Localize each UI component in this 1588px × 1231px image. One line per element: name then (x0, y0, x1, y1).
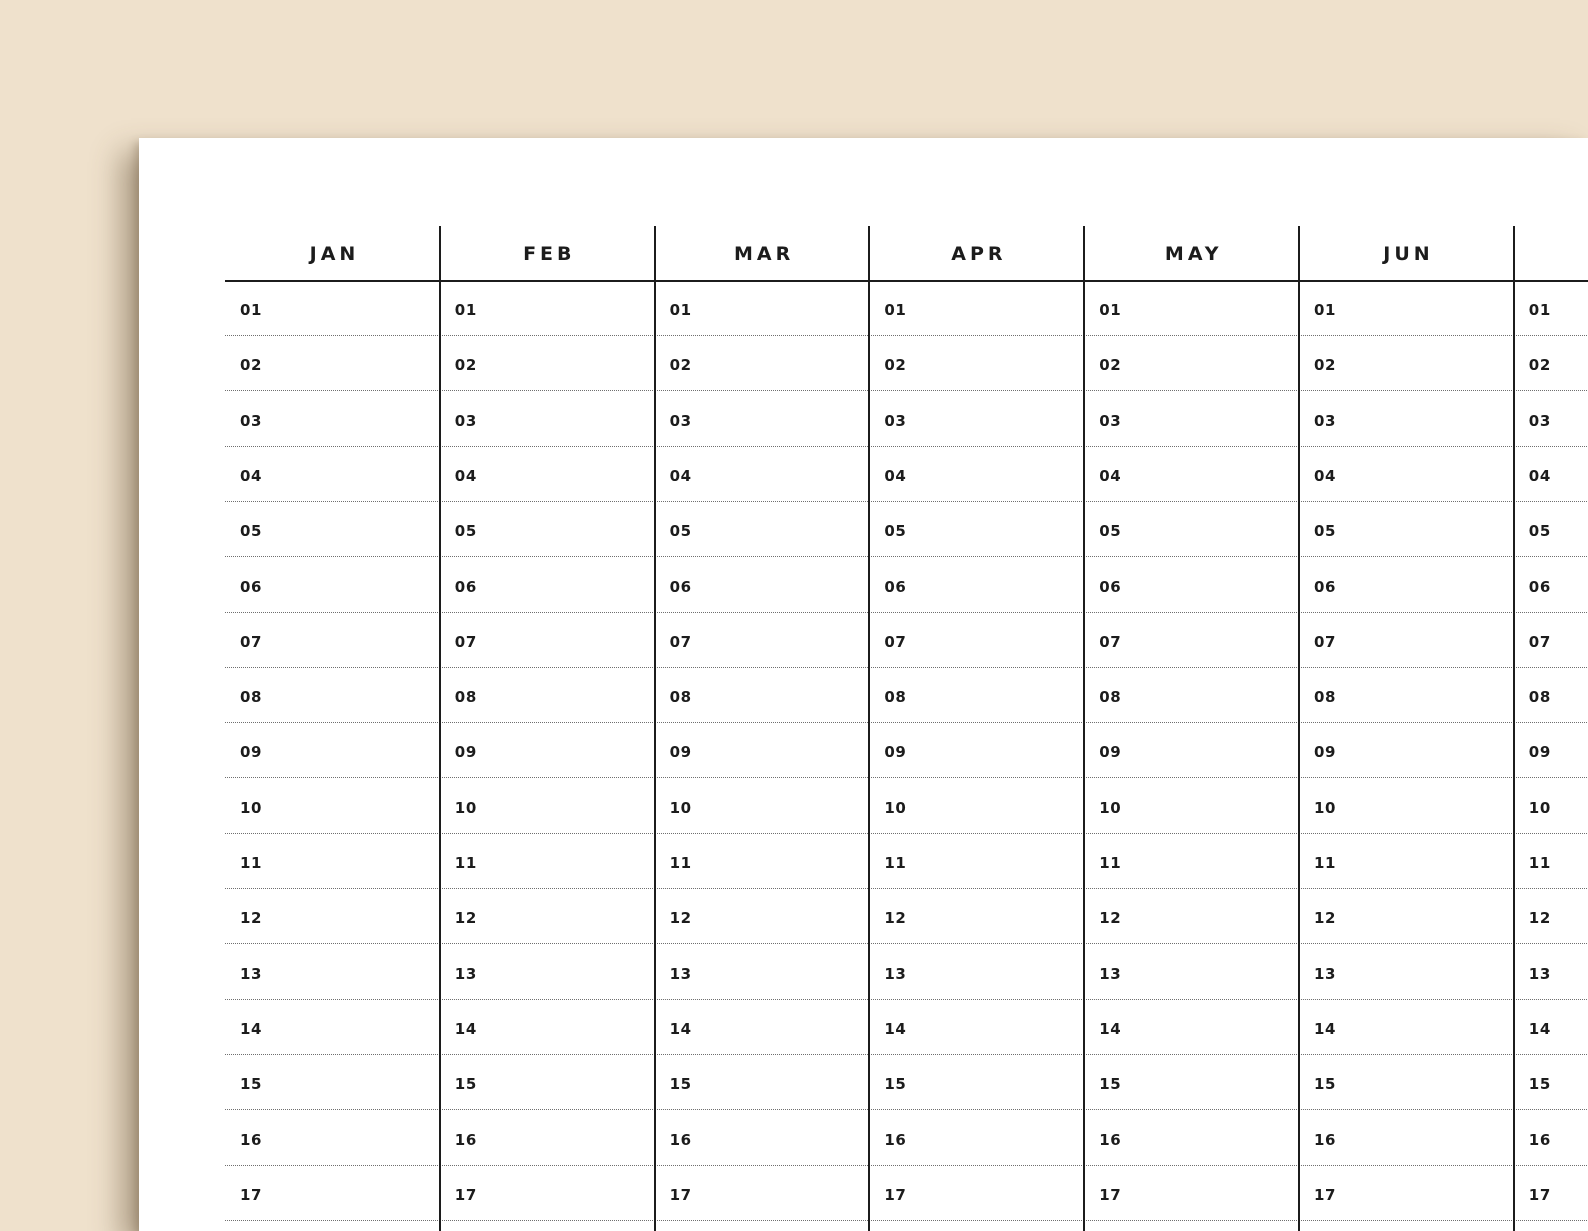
day-cell[interactable] (1299, 502, 1512, 557)
day-number: 10 (669, 798, 692, 817)
day-number: 12 (669, 909, 692, 928)
day-cell[interactable] (655, 723, 868, 778)
column-divider (1513, 226, 1515, 1231)
day-number: 04 (1099, 466, 1122, 485)
day-number: 13 (1314, 964, 1337, 983)
day-cell[interactable] (440, 889, 653, 944)
day-number: 05 (1528, 522, 1551, 541)
day-cell[interactable] (1299, 336, 1512, 391)
day-number: 08 (1314, 688, 1337, 707)
day-cell[interactable] (869, 502, 1082, 557)
day-number: 01 (1099, 301, 1122, 319)
day-number: 03 (454, 411, 477, 430)
day-cell[interactable] (869, 668, 1082, 723)
day-cell[interactable] (1084, 779, 1297, 834)
day-number: 11 (1099, 854, 1122, 872)
day-number: 05 (240, 522, 263, 541)
day-cell[interactable] (1299, 834, 1512, 889)
day-cell[interactable] (225, 889, 438, 944)
day-cell[interactable] (225, 945, 438, 1000)
day-number: 13 (1528, 964, 1551, 983)
day-cell[interactable] (655, 502, 868, 557)
day-cell[interactable] (440, 668, 653, 723)
day-number: 09 (884, 743, 907, 762)
day-cell[interactable] (869, 1111, 1082, 1166)
day-cell[interactable] (440, 1166, 653, 1221)
day-cell[interactable] (1514, 945, 1588, 1000)
day-cell[interactable] (655, 613, 868, 668)
day-cell[interactable] (1084, 392, 1297, 447)
day-number: 10 (240, 798, 263, 817)
day-cell[interactable] (869, 889, 1082, 944)
day-number: 07 (240, 632, 263, 651)
month-header: JUN (1383, 242, 1434, 265)
day-number: 02 (240, 356, 263, 375)
day-number: 04 (1314, 466, 1337, 485)
day-number: 09 (240, 743, 263, 762)
day-number: 02 (454, 356, 477, 375)
month-header: MAR (733, 242, 795, 265)
month-header: FEB (523, 242, 576, 265)
day-number: 11 (884, 854, 907, 872)
day-number: 05 (884, 522, 907, 541)
day-number: 09 (1528, 743, 1551, 762)
day-cell[interactable] (1514, 1055, 1588, 1110)
day-cell[interactable] (1084, 1111, 1297, 1166)
day-number: 11 (240, 854, 263, 872)
day-number: 04 (884, 466, 907, 485)
day-cell[interactable] (1514, 889, 1588, 944)
day-number: 02 (669, 356, 692, 375)
day-cell[interactable] (1084, 281, 1297, 336)
day-cell[interactable] (1084, 1166, 1297, 1221)
day-number: 14 (240, 1019, 263, 1038)
day-number: 16 (240, 1130, 263, 1149)
day-cell[interactable] (869, 1000, 1082, 1055)
column-divider (439, 226, 441, 1231)
day-cell[interactable] (869, 1055, 1082, 1110)
day-number: 01 (884, 301, 907, 319)
day-cell[interactable] (1514, 1000, 1588, 1055)
day-cell[interactable] (1084, 668, 1297, 723)
day-number: 03 (1099, 411, 1122, 430)
month-header: MAY (1164, 242, 1223, 265)
day-number: 15 (1528, 1075, 1551, 1094)
day-number: 09 (454, 743, 477, 762)
planner-sheet (139, 138, 1588, 1231)
day-cell[interactable] (1514, 723, 1588, 778)
day-cell[interactable] (1299, 779, 1512, 834)
day-cell[interactable] (655, 447, 868, 502)
day-cell[interactable] (1299, 889, 1512, 944)
month-header (1514, 226, 1588, 281)
day-cell[interactable] (1514, 1166, 1588, 1221)
day-number: 01 (454, 301, 477, 319)
day-cell[interactable] (440, 945, 653, 1000)
day-number: 17 (1099, 1185, 1122, 1204)
day-cell[interactable] (440, 834, 653, 889)
day-number: 06 (1314, 577, 1337, 596)
column-divider (1298, 226, 1300, 1231)
day-number: 13 (1099, 964, 1122, 983)
day-number: 12 (884, 909, 907, 928)
day-cell[interactable] (655, 281, 868, 336)
day-number: 15 (454, 1075, 477, 1094)
day-number: 11 (454, 854, 477, 872)
day-cell[interactable] (440, 336, 653, 391)
month-header: APR (951, 242, 1007, 265)
day-number: 03 (1314, 411, 1337, 430)
day-cell[interactable] (440, 779, 653, 834)
day-cell[interactable] (1084, 1000, 1297, 1055)
day-cell[interactable] (1299, 945, 1512, 1000)
day-number: 06 (1528, 577, 1551, 596)
day-number: 12 (454, 909, 477, 928)
day-cell[interactable] (225, 613, 438, 668)
day-number: 08 (1528, 688, 1551, 707)
day-cell[interactable] (1514, 779, 1588, 834)
day-number: 17 (1528, 1185, 1551, 1204)
day-number: 01 (1528, 301, 1551, 319)
day-number: 15 (1314, 1075, 1337, 1094)
day-number: 13 (454, 964, 477, 983)
day-number: 15 (240, 1075, 263, 1094)
day-cell[interactable] (869, 945, 1082, 1000)
day-cell[interactable] (1299, 1055, 1512, 1110)
day-number: 02 (1528, 356, 1551, 375)
day-cell[interactable] (225, 834, 438, 889)
day-cell[interactable] (1299, 1166, 1512, 1221)
day-number: 07 (884, 632, 907, 651)
day-number: 17 (884, 1185, 907, 1204)
day-cell[interactable] (655, 779, 868, 834)
day-cell[interactable] (1299, 1111, 1512, 1166)
day-cell[interactable] (440, 502, 653, 557)
day-number: 09 (1314, 743, 1337, 762)
day-cell[interactable] (1084, 502, 1297, 557)
day-number: 08 (454, 688, 477, 707)
day-cell[interactable] (869, 834, 1082, 889)
day-number: 04 (240, 466, 263, 485)
day-cell[interactable] (225, 336, 438, 391)
day-cell[interactable] (225, 779, 438, 834)
day-cell[interactable] (1299, 613, 1512, 668)
day-cell[interactable] (1514, 336, 1588, 391)
day-number: 07 (1314, 632, 1337, 651)
day-number: 06 (240, 577, 263, 596)
day-cell[interactable] (1084, 889, 1297, 944)
day-cell[interactable] (225, 723, 438, 778)
day-number: 01 (240, 301, 263, 319)
day-number: 14 (884, 1019, 907, 1038)
day-cell[interactable] (869, 723, 1082, 778)
day-number: 08 (240, 688, 263, 707)
day-cell[interactable] (1514, 502, 1588, 557)
day-number: 14 (1099, 1019, 1122, 1038)
day-number: 07 (454, 632, 477, 651)
day-cell[interactable] (869, 336, 1082, 391)
day-number: 12 (1099, 909, 1122, 928)
day-number: 05 (1099, 522, 1122, 541)
day-cell[interactable] (869, 558, 1082, 613)
day-cell[interactable] (869, 392, 1082, 447)
day-cell[interactable] (655, 834, 868, 889)
day-number: 13 (884, 964, 907, 983)
day-number: 05 (454, 522, 477, 541)
day-cell[interactable] (1084, 447, 1297, 502)
day-cell[interactable] (440, 558, 653, 613)
day-number: 08 (884, 688, 907, 707)
day-number: 04 (454, 466, 477, 485)
day-cell[interactable] (225, 281, 438, 336)
day-number: 01 (669, 301, 692, 319)
day-number: 13 (240, 964, 263, 983)
day-cell[interactable] (1299, 447, 1512, 502)
day-cell[interactable] (225, 1111, 438, 1166)
day-number: 03 (669, 411, 692, 430)
day-cell[interactable] (1299, 1000, 1512, 1055)
day-number: 07 (1099, 632, 1122, 651)
day-cell[interactable] (1514, 392, 1588, 447)
day-cell[interactable] (225, 502, 438, 557)
day-number: 12 (1314, 909, 1337, 928)
day-number: 12 (1528, 909, 1551, 928)
day-cell[interactable] (1084, 558, 1297, 613)
day-number: 11 (1528, 854, 1551, 872)
day-number: 14 (1314, 1019, 1337, 1038)
column-divider (1083, 226, 1085, 1231)
day-number: 10 (884, 798, 907, 817)
day-number: 14 (1528, 1019, 1551, 1038)
day-cell[interactable] (655, 1111, 868, 1166)
day-number: 17 (240, 1185, 263, 1204)
day-number: 02 (1314, 356, 1337, 375)
day-number: 06 (1099, 577, 1122, 596)
day-number: 16 (1099, 1130, 1122, 1149)
day-cell[interactable] (655, 336, 868, 391)
day-cell[interactable] (655, 668, 868, 723)
day-cell[interactable] (869, 447, 1082, 502)
day-cell[interactable] (440, 281, 653, 336)
day-cell[interactable] (1514, 613, 1588, 668)
day-cell[interactable] (1299, 668, 1512, 723)
day-cell[interactable] (440, 1055, 653, 1110)
day-cell[interactable] (1084, 945, 1297, 1000)
day-number: 03 (1528, 411, 1551, 430)
day-number: 04 (1528, 466, 1551, 485)
day-number: 11 (1314, 854, 1337, 872)
day-cell[interactable] (1084, 834, 1297, 889)
day-cell[interactable] (1299, 281, 1512, 336)
day-number: 10 (1314, 798, 1337, 817)
day-number: 17 (669, 1185, 692, 1204)
column-divider (868, 226, 870, 1231)
day-number: 10 (1099, 798, 1122, 817)
day-cell[interactable] (225, 1000, 438, 1055)
day-number: 01 (1314, 301, 1337, 319)
day-cell[interactable] (655, 889, 868, 944)
day-number: 14 (669, 1019, 692, 1038)
day-number: 06 (669, 577, 692, 596)
day-number: 14 (454, 1019, 477, 1038)
day-number: 05 (669, 522, 692, 541)
day-number: 16 (1314, 1130, 1337, 1149)
day-cell[interactable] (1084, 1055, 1297, 1110)
day-number: 02 (1099, 356, 1122, 375)
day-number: 08 (669, 688, 692, 707)
day-cell[interactable] (225, 447, 438, 502)
day-number: 11 (669, 854, 692, 872)
column-divider (654, 226, 656, 1231)
day-number: 06 (454, 577, 477, 596)
day-number: 09 (669, 743, 692, 762)
day-number: 13 (669, 964, 692, 983)
day-cell[interactable] (1514, 668, 1588, 723)
day-cell[interactable] (1514, 1111, 1588, 1166)
day-number: 06 (884, 577, 907, 596)
day-number: 10 (1528, 798, 1551, 817)
day-number: 10 (454, 798, 477, 817)
day-number: 15 (669, 1075, 692, 1094)
day-number: 16 (1528, 1130, 1551, 1149)
day-cell[interactable] (440, 723, 653, 778)
day-cell[interactable] (655, 558, 868, 613)
day-number: 03 (240, 411, 263, 430)
day-cell[interactable] (225, 1055, 438, 1110)
day-number: 17 (454, 1185, 477, 1204)
day-cell[interactable] (655, 392, 868, 447)
day-number: 05 (1314, 522, 1337, 541)
day-cell[interactable] (655, 1055, 868, 1110)
day-cell[interactable] (1299, 392, 1512, 447)
day-cell[interactable] (1514, 281, 1588, 336)
day-number: 17 (1314, 1185, 1337, 1204)
day-cell[interactable] (1084, 613, 1297, 668)
day-cell[interactable] (440, 1111, 653, 1166)
day-cell[interactable] (869, 779, 1082, 834)
day-number: 07 (1528, 632, 1551, 651)
day-cell[interactable] (225, 668, 438, 723)
day-number: 16 (669, 1130, 692, 1149)
day-number: 15 (1099, 1075, 1122, 1094)
day-number: 16 (884, 1130, 907, 1149)
day-number: 16 (454, 1130, 477, 1149)
day-cell[interactable] (1514, 834, 1588, 889)
day-cell[interactable] (225, 558, 438, 613)
day-number: 15 (884, 1075, 907, 1094)
day-number: 08 (1099, 688, 1122, 707)
day-cell[interactable] (1084, 336, 1297, 391)
day-cell[interactable] (869, 1166, 1082, 1221)
day-cell[interactable] (869, 613, 1082, 668)
day-number: 04 (669, 466, 692, 485)
day-cell[interactable] (655, 1000, 868, 1055)
day-number: 12 (240, 909, 263, 928)
day-cell[interactable] (440, 1000, 653, 1055)
day-number: 03 (884, 411, 907, 430)
day-cell[interactable] (1514, 558, 1588, 613)
day-cell[interactable] (1299, 723, 1512, 778)
day-cell[interactable] (655, 1166, 868, 1221)
day-cell[interactable] (225, 1166, 438, 1221)
day-cell[interactable] (440, 392, 653, 447)
day-cell[interactable] (1084, 723, 1297, 778)
month-header: JAN (309, 242, 360, 265)
day-cell[interactable] (655, 945, 868, 1000)
day-number: 09 (1099, 743, 1122, 762)
day-cell[interactable] (440, 447, 653, 502)
day-cell[interactable] (1514, 447, 1588, 502)
day-cell[interactable] (1299, 558, 1512, 613)
day-cell[interactable] (225, 392, 438, 447)
day-number: 07 (669, 632, 692, 651)
day-number: 02 (884, 356, 907, 375)
day-cell[interactable] (440, 613, 653, 668)
day-cell[interactable] (869, 281, 1082, 336)
